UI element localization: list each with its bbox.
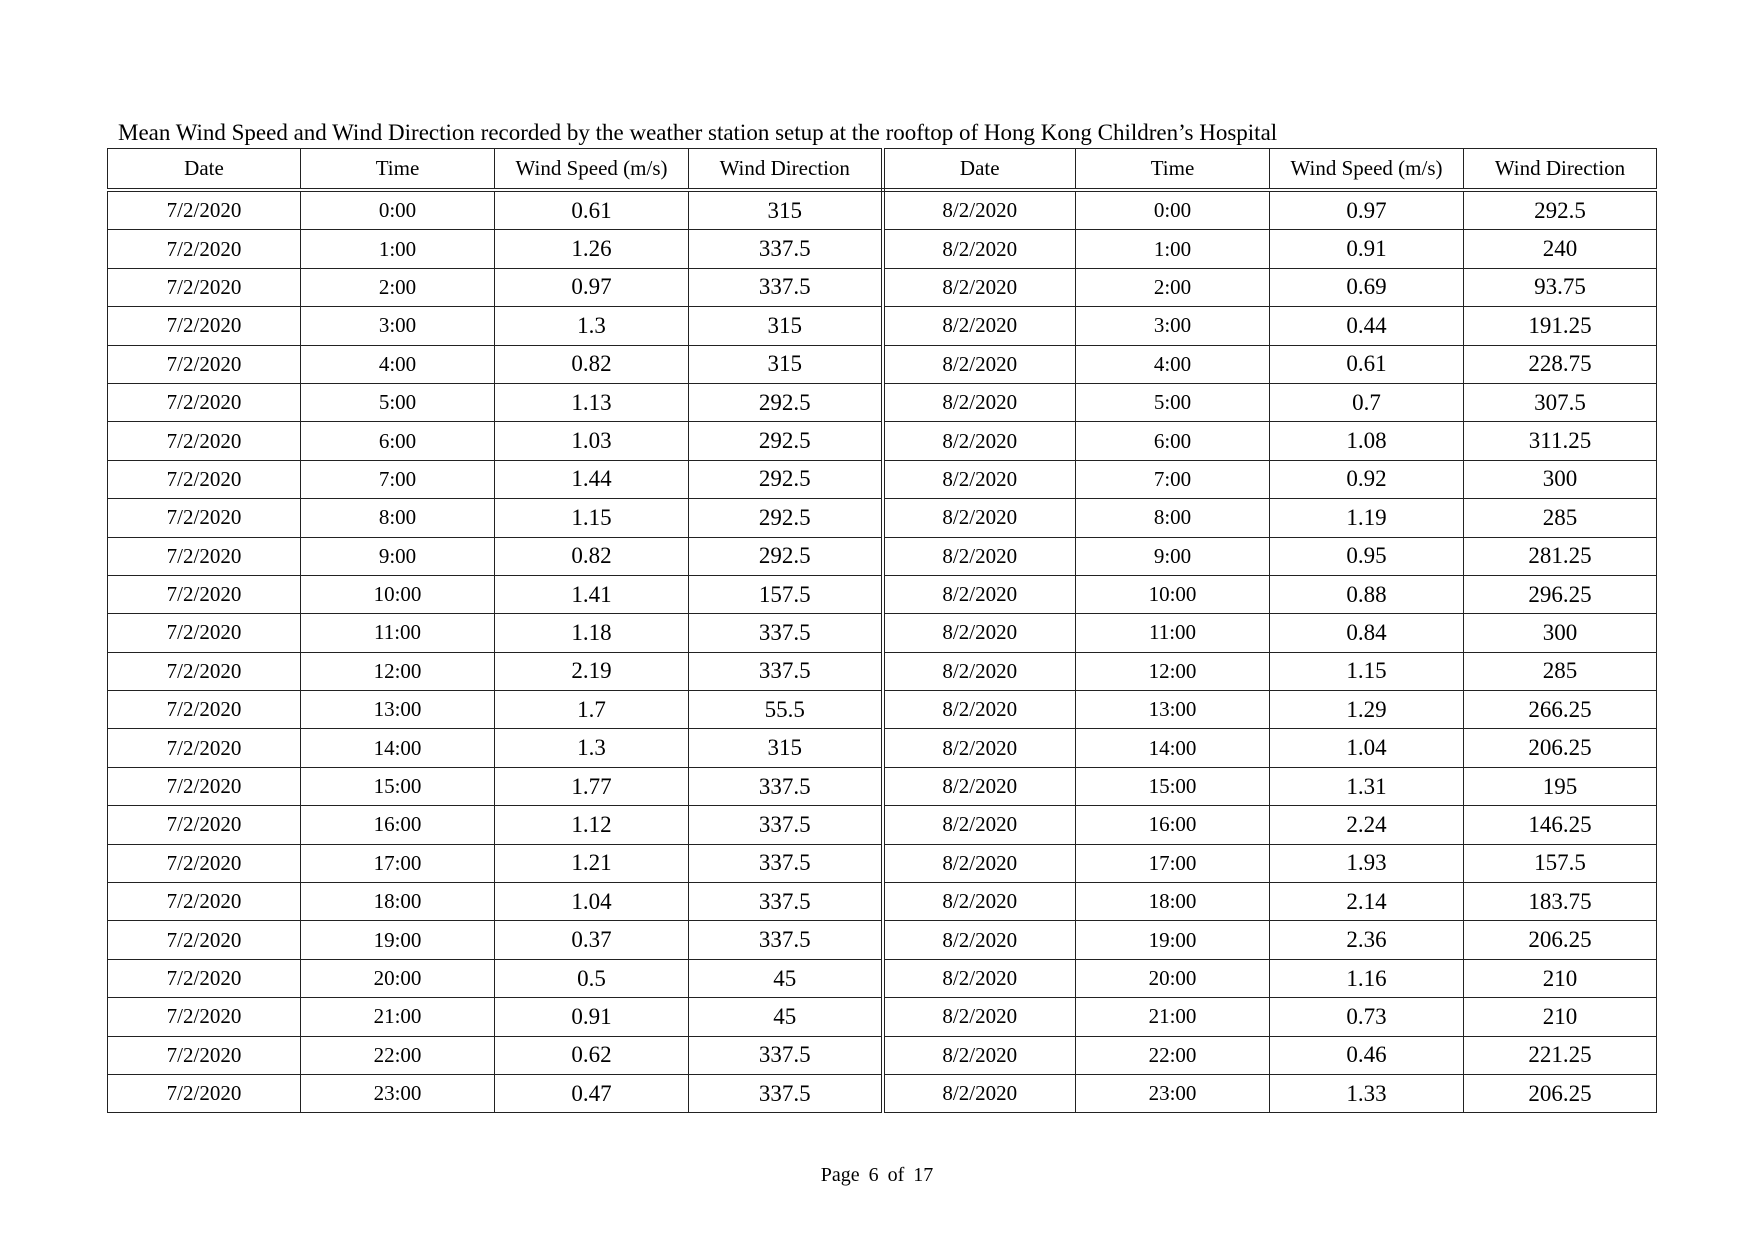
cell-time: 13:00 [301,691,495,729]
cell-wind-speed: 0.92 [1270,460,1464,498]
cell-wind-speed: 1.3 [495,729,689,767]
cell-time: 4:00 [301,345,495,383]
cell-wind-speed: 0.69 [1270,268,1464,306]
cell-date: 7/2/2020 [108,652,301,690]
cell-time: 17:00 [301,844,495,882]
cell-date: 8/2/2020 [883,307,1076,345]
cell-wind-direction: 337.5 [689,1036,883,1074]
cell-date: 7/2/2020 [108,460,301,498]
header-wind-speed-2: Wind Speed (m/s) [1270,149,1464,191]
table-row [108,691,1657,729]
table-row [108,767,1657,805]
cell-wind-direction: 337.5 [689,806,883,844]
cell-wind-speed: 1.77 [495,767,689,805]
cell-wind-speed: 1.04 [1270,729,1464,767]
cell-time: 20:00 [301,959,495,997]
cell-date: 7/2/2020 [108,959,301,997]
table-header-row [108,149,1657,191]
cell-date: 8/2/2020 [883,268,1076,306]
cell-wind-speed: 1.12 [495,806,689,844]
cell-time: 16:00 [1076,806,1270,844]
cell-date: 7/2/2020 [108,230,301,268]
cell-date: 8/2/2020 [883,921,1076,959]
cell-wind-direction: 285 [1464,499,1657,537]
header-date-1: Date [108,149,301,191]
cell-time: 0:00 [1076,190,1270,230]
cell-wind-direction: 146.25 [1464,806,1657,844]
cell-time: 23:00 [301,1074,495,1112]
cell-wind-direction: 315 [689,307,883,345]
cell-time: 8:00 [301,499,495,537]
cell-wind-speed: 0.5 [495,959,689,997]
cell-time: 20:00 [1076,959,1270,997]
cell-wind-speed: 1.41 [495,575,689,613]
header-wind-speed-1: Wind Speed (m/s) [495,149,689,191]
cell-wind-direction: 206.25 [1464,729,1657,767]
cell-wind-direction: 292.5 [689,460,883,498]
cell-date: 7/2/2020 [108,537,301,575]
cell-date: 8/2/2020 [883,422,1076,460]
cell-wind-direction: 315 [689,729,883,767]
page-number: Page 6 of 17 [820,1164,934,1186]
cell-date: 8/2/2020 [883,345,1076,383]
table-row [108,230,1657,268]
cell-wind-speed: 2.19 [495,652,689,690]
cell-wind-speed: 1.44 [495,460,689,498]
cell-time: 2:00 [1076,268,1270,306]
cell-date: 7/2/2020 [108,345,301,383]
cell-time: 18:00 [1076,883,1270,921]
cell-date: 7/2/2020 [108,422,301,460]
cell-wind-speed: 0.95 [1270,537,1464,575]
cell-time: 7:00 [301,460,495,498]
cell-wind-direction: 45 [689,959,883,997]
cell-date: 7/2/2020 [108,1074,301,1112]
table-row [108,614,1657,652]
cell-wind-speed: 0.61 [1270,345,1464,383]
table-row [108,499,1657,537]
cell-wind-direction: 292.5 [689,499,883,537]
cell-date: 7/2/2020 [108,883,301,921]
cell-date: 8/2/2020 [883,998,1076,1036]
cell-wind-speed: 1.3 [495,307,689,345]
header-wind-direction-2: Wind Direction [1464,149,1657,191]
cell-wind-speed: 1.26 [495,230,689,268]
cell-date: 8/2/2020 [883,1036,1076,1074]
table-row [108,652,1657,690]
cell-time: 9:00 [301,537,495,575]
cell-wind-speed: 0.91 [1270,230,1464,268]
cell-date: 7/2/2020 [108,767,301,805]
cell-date: 8/2/2020 [883,767,1076,805]
cell-wind-direction: 296.25 [1464,575,1657,613]
cell-wind-speed: 0.82 [495,345,689,383]
cell-date: 7/2/2020 [108,1036,301,1074]
cell-wind-speed: 0.37 [495,921,689,959]
cell-wind-direction: 337.5 [689,1074,883,1112]
table-row [108,575,1657,613]
cell-time: 17:00 [1076,844,1270,882]
cell-time: 3:00 [1076,307,1270,345]
table-row [108,998,1657,1036]
cell-date: 7/2/2020 [108,691,301,729]
cell-date: 8/2/2020 [883,499,1076,537]
cell-time: 3:00 [301,307,495,345]
cell-wind-speed: 2.24 [1270,806,1464,844]
cell-time: 12:00 [301,652,495,690]
cell-time: 6:00 [1076,422,1270,460]
cell-wind-speed: 1.18 [495,614,689,652]
cell-time: 11:00 [1076,614,1270,652]
cell-wind-speed: 1.15 [1270,652,1464,690]
cell-date: 8/2/2020 [883,614,1076,652]
cell-wind-direction: 337.5 [689,921,883,959]
table-row [108,345,1657,383]
table-row [108,883,1657,921]
cell-time: 1:00 [301,230,495,268]
cell-wind-direction: 300 [1464,614,1657,652]
table-row [108,307,1657,345]
cell-time: 10:00 [301,575,495,613]
cell-date: 7/2/2020 [108,614,301,652]
table-row [108,1036,1657,1074]
cell-time: 6:00 [301,422,495,460]
cell-date: 8/2/2020 [883,537,1076,575]
cell-time: 18:00 [301,883,495,921]
table-row [108,806,1657,844]
cell-date: 7/2/2020 [108,729,301,767]
table-row [108,844,1657,882]
cell-wind-direction: 157.5 [689,575,883,613]
cell-time: 4:00 [1076,345,1270,383]
cell-wind-direction: 315 [689,345,883,383]
cell-date: 8/2/2020 [883,806,1076,844]
cell-time: 5:00 [301,383,495,421]
cell-wind-direction: 221.25 [1464,1036,1657,1074]
cell-wind-speed: 1.31 [1270,767,1464,805]
cell-wind-direction: 45 [689,998,883,1036]
cell-wind-direction: 292.5 [689,537,883,575]
cell-wind-speed: 0.44 [1270,307,1464,345]
cell-date: 8/2/2020 [883,691,1076,729]
cell-wind-speed: 2.14 [1270,883,1464,921]
cell-wind-speed: 1.04 [495,883,689,921]
cell-time: 16:00 [301,806,495,844]
cell-time: 9:00 [1076,537,1270,575]
cell-time: 19:00 [1076,921,1270,959]
cell-time: 0:00 [301,190,495,230]
cell-time: 14:00 [301,729,495,767]
cell-wind-direction: 337.5 [689,883,883,921]
cell-date: 8/2/2020 [883,460,1076,498]
cell-date: 8/2/2020 [883,1074,1076,1112]
cell-wind-speed: 0.47 [495,1074,689,1112]
cell-wind-speed: 0.62 [495,1036,689,1074]
cell-time: 7:00 [1076,460,1270,498]
cell-date: 7/2/2020 [108,844,301,882]
cell-wind-speed: 0.88 [1270,575,1464,613]
cell-date: 7/2/2020 [108,190,301,230]
cell-wind-speed: 1.7 [495,691,689,729]
cell-wind-speed: 0.46 [1270,1036,1464,1074]
cell-wind-direction: 55.5 [689,691,883,729]
cell-wind-direction: 292.5 [689,422,883,460]
cell-wind-direction: 285 [1464,652,1657,690]
cell-wind-direction: 300 [1464,460,1657,498]
table-row [108,729,1657,767]
cell-time: 11:00 [301,614,495,652]
cell-time: 13:00 [1076,691,1270,729]
cell-wind-direction: 281.25 [1464,537,1657,575]
cell-date: 8/2/2020 [883,575,1076,613]
cell-time: 22:00 [1076,1036,1270,1074]
cell-wind-direction: 93.75 [1464,268,1657,306]
cell-date: 8/2/2020 [883,230,1076,268]
cell-wind-speed: 2.36 [1270,921,1464,959]
cell-wind-speed: 0.61 [495,190,689,230]
table-row [108,1074,1657,1112]
cell-time: 21:00 [1076,998,1270,1036]
cell-time: 15:00 [301,767,495,805]
table-row [108,537,1657,575]
cell-time: 8:00 [1076,499,1270,537]
cell-wind-speed: 0.73 [1270,998,1464,1036]
cell-date: 8/2/2020 [883,883,1076,921]
cell-wind-speed: 1.33 [1270,1074,1464,1112]
cell-date: 8/2/2020 [883,959,1076,997]
cell-wind-direction: 315 [689,190,883,230]
cell-wind-direction: 337.5 [689,230,883,268]
cell-wind-speed: 1.93 [1270,844,1464,882]
cell-wind-direction: 266.25 [1464,691,1657,729]
cell-wind-direction: 157.5 [1464,844,1657,882]
cell-wind-speed: 0.82 [495,537,689,575]
table-row [108,460,1657,498]
cell-wind-direction: 311.25 [1464,422,1657,460]
header-wind-direction-1: Wind Direction [689,149,883,191]
cell-wind-direction: 307.5 [1464,383,1657,421]
table-body [108,190,1657,1113]
table-row [108,959,1657,997]
cell-wind-direction: 206.25 [1464,1074,1657,1112]
cell-wind-direction: 292.5 [1464,190,1657,230]
cell-wind-speed: 0.7 [1270,383,1464,421]
cell-date: 7/2/2020 [108,383,301,421]
cell-date: 8/2/2020 [883,190,1076,230]
cell-wind-direction: 337.5 [689,614,883,652]
table-caption: Mean Wind Speed and Wind Direction recorded by the weather station setup at the rooftop of Hong Kong Children’s Hospital [118,120,1278,145]
cell-wind-speed: 0.84 [1270,614,1464,652]
cell-time: 2:00 [301,268,495,306]
cell-wind-direction: 210 [1464,959,1657,997]
cell-date: 8/2/2020 [883,844,1076,882]
cell-date: 7/2/2020 [108,307,301,345]
table-row [108,383,1657,421]
cell-time: 1:00 [1076,230,1270,268]
cell-date: 7/2/2020 [108,998,301,1036]
cell-time: 14:00 [1076,729,1270,767]
cell-date: 7/2/2020 [108,499,301,537]
table-row [108,921,1657,959]
cell-time: 10:00 [1076,575,1270,613]
cell-wind-direction: 292.5 [689,383,883,421]
cell-wind-speed: 1.16 [1270,959,1464,997]
wind-data-table [107,148,1657,1113]
cell-date: 8/2/2020 [883,652,1076,690]
cell-time: 19:00 [301,921,495,959]
table-row [108,190,1657,230]
cell-wind-speed: 1.29 [1270,691,1464,729]
header-time-1: Time [301,149,495,191]
cell-wind-speed: 0.97 [1270,190,1464,230]
cell-date: 8/2/2020 [883,729,1076,767]
header-time-2: Time [1076,149,1270,191]
cell-wind-direction: 337.5 [689,844,883,882]
cell-wind-direction: 191.25 [1464,307,1657,345]
cell-date: 8/2/2020 [883,383,1076,421]
cell-wind-speed: 0.91 [495,998,689,1036]
header-date-2: Date [883,149,1076,191]
cell-wind-direction: 210 [1464,998,1657,1036]
table-row [108,422,1657,460]
cell-wind-speed: 1.13 [495,383,689,421]
cell-time: 5:00 [1076,383,1270,421]
cell-wind-direction: 337.5 [689,268,883,306]
cell-wind-direction: 183.75 [1464,883,1657,921]
cell-wind-speed: 1.21 [495,844,689,882]
cell-wind-direction: 195 [1464,767,1657,805]
cell-date: 7/2/2020 [108,268,301,306]
cell-time: 23:00 [1076,1074,1270,1112]
cell-wind-direction: 337.5 [689,767,883,805]
cell-wind-direction: 206.25 [1464,921,1657,959]
cell-date: 7/2/2020 [108,806,301,844]
cell-wind-speed: 1.19 [1270,499,1464,537]
cell-wind-speed: 1.08 [1270,422,1464,460]
cell-date: 7/2/2020 [108,575,301,613]
table-row [108,268,1657,306]
cell-date: 7/2/2020 [108,921,301,959]
cell-time: 22:00 [301,1036,495,1074]
cell-time: 15:00 [1076,767,1270,805]
cell-time: 21:00 [301,998,495,1036]
cell-wind-speed: 1.03 [495,422,689,460]
cell-wind-direction: 337.5 [689,652,883,690]
cell-time: 12:00 [1076,652,1270,690]
cell-wind-direction: 240 [1464,230,1657,268]
cell-wind-speed: 0.97 [495,268,689,306]
cell-wind-speed: 1.15 [495,499,689,537]
cell-wind-direction: 228.75 [1464,345,1657,383]
